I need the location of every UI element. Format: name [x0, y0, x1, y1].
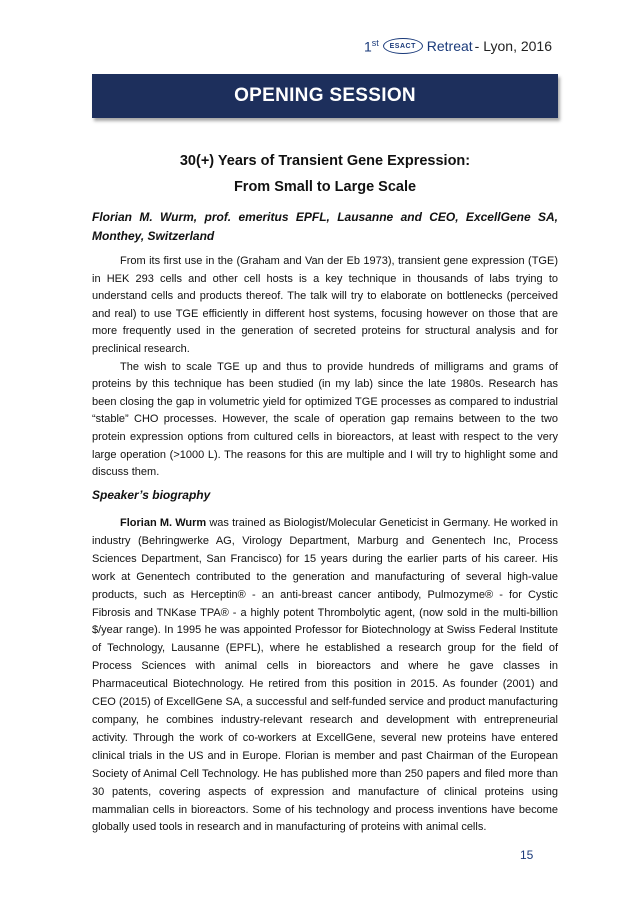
talk-title [92, 148, 558, 200]
retreat-label: Retreat [426, 38, 473, 55]
session-banner [92, 74, 558, 118]
retreat-location: - Lyon, 2016 [474, 38, 552, 55]
biography-paragraph [92, 515, 558, 837]
abstract-paragraph-2: The wish to scale TGE up and thus to provide hundreds of milligrams and grams of proteins by this technique has been studied (in my lab) since the late 1980s. Research has been closing the gap in volumetric yield for optimized TGE processes as compared to industrial “stable” CHO processes. However, the scale of operation gap remains between to the two protein expression options from cultured cells in bioreactors, at least with respect to the very large operation (>1000 L). The reasons for this are multiple and I will try to highlight some and discuss them. [92, 360, 558, 479]
page-number: 15 [520, 848, 534, 862]
abstract-paragraph-1: From its first use in the (Graham and Van der Eb 1973), transient gene expression (TGE) in HEK 293 cells and other cell hosts is a key technique in thousands of labs trying to understand cells and products thereof. The talk will try to elaborate on bottlenecks (perceived and real) to use TGE efficiently in different host systems, focusing however on those that are more frequently used in the generation of secreted proteins for structural analysis and for preclinical research. [92, 255, 558, 355]
abstract [92, 253, 558, 482]
esact-logo: ESACT [383, 38, 423, 54]
biography-text: was trained as Biologist/Molecular Geneticist in Germany. He worked in industry (Behringwerke AG, Virology Department, Marburg and Genentech Inc, Process Sciences Department, San Francisco) for 15 years during the earlier parts of his career. His work at Genentech contributed to the generation and manufacturing of several high-value products, such as Herceptin® - an anti-breast cancer antibody, Pulmozyme® - for Cystic Fibrosis and TNKase TPA® - a highly potent Thrombolytic agent, (now sold in the multi-billion $/year range). In 1995 he was appointed Professor for Biotechnology at Swiss Federal Institute of Technology, Lausanne (EPFL), where he established a research group for the field of Process Sciences with animal cells in bioreactors and where he gave classes in Pharmaceutical Biotechnology. He retired from this position in 2015. As founder (2001) and CEO (2015) of ExcellGene SA, a successful and self-funded service and product manufacturing company, he combines industry-relevant research and development with entrepreneurial activity. Through the work of co-workers at ExcellGene, several new proteins have entered clinical trials in the US and in Europe. Florian is member and past Chairman of the European Society of Animal Cell Technology. He has published more than 250 papers and filed more than 30 patents, covering aspects of expression and manufacture of clinical proteins using mammalian cells in bioreactors. Some of his technology and process inventions have become globally used tools in research and in manufacturing of proteins with animal cells. [92, 517, 558, 834]
biography-heading: Speaker’s biography [92, 488, 211, 502]
biography [92, 515, 558, 837]
page-header [364, 38, 552, 55]
talk-title-line-1: 30(+) Years of Transient Gene Expression: [179, 153, 471, 169]
edition-number: 1st [363, 38, 379, 55]
talk-authors: Florian M. Wurm, prof. emeritus EPFL, Lausanne and CEO, ExcellGene SA, Monthey, Switzerland [92, 210, 558, 243]
session-title: OPENING SESSION [234, 85, 416, 106]
talk-title-line-2: From Small to Large Scale [233, 179, 417, 195]
edition-suffix: st [371, 38, 379, 48]
speaker-name: Florian M. Wurm [120, 517, 207, 529]
